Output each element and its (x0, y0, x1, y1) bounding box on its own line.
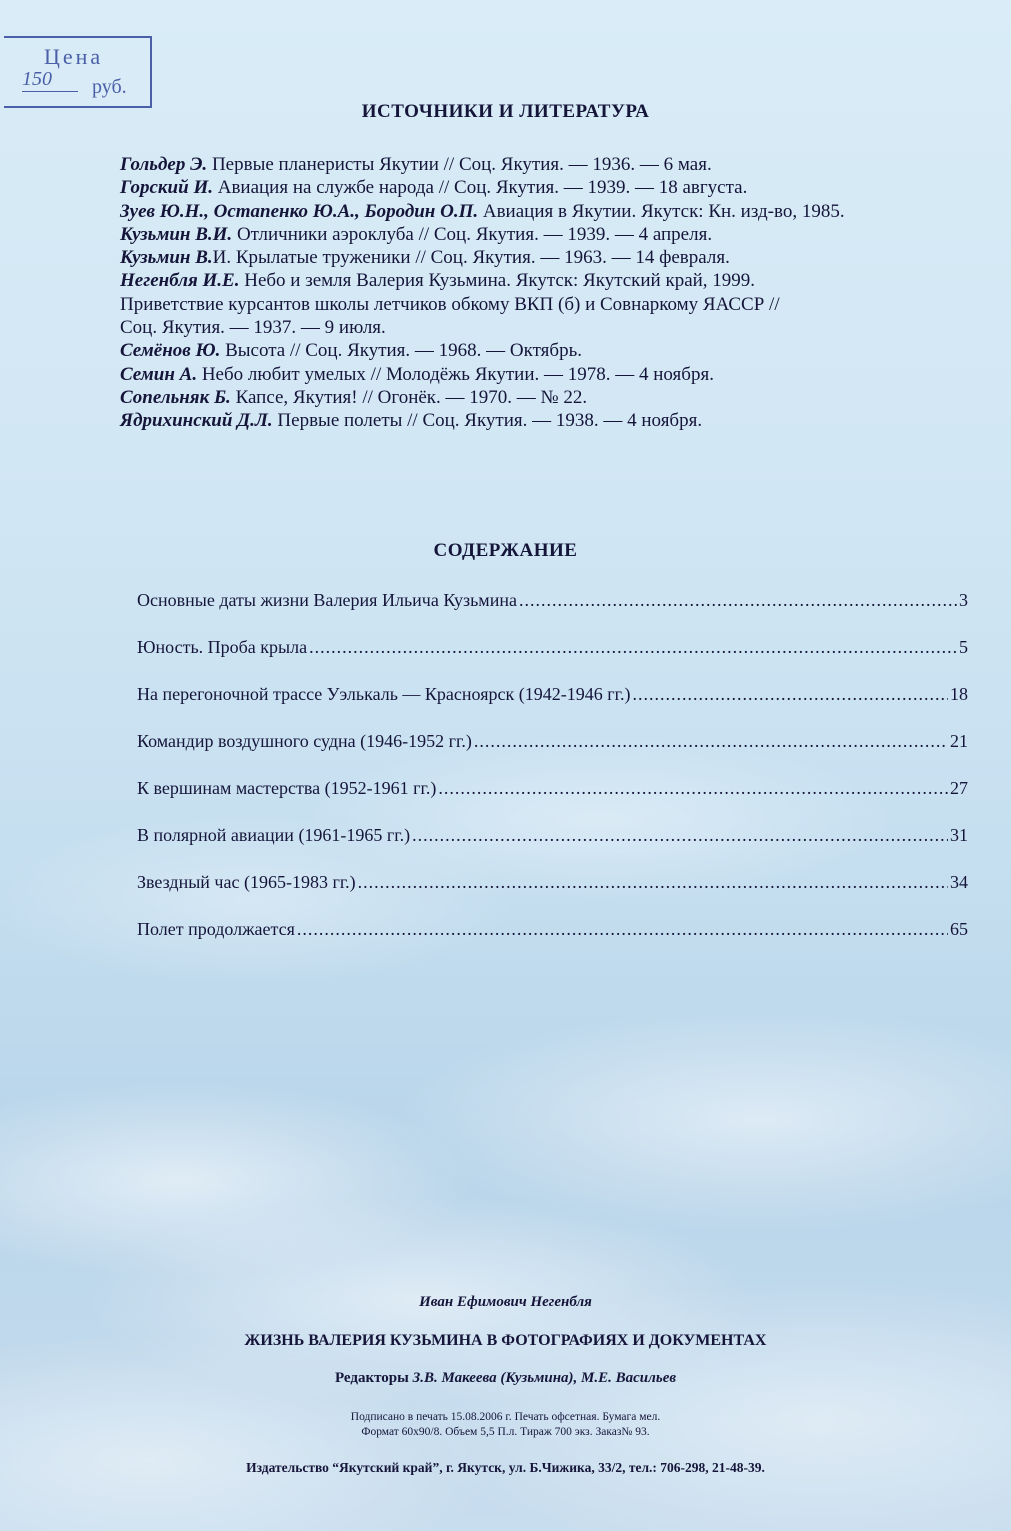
sources-list (120, 153, 1000, 433)
source-entry (120, 409, 1000, 432)
toc-item-title: Звездный час (1965-1983 гг.) (137, 872, 356, 892)
toc-item-title: На перегоночной трассе Уэлькаль — Красноярск (1942-1946 гг.) (137, 684, 631, 704)
toc-item-page: 31 (950, 825, 968, 845)
source-author: Сопельняк Б. (120, 386, 231, 408)
source-text: Высота // Соц. Якутия. — 1968. — Октябрь. (220, 340, 582, 362)
source-author: Семёнов Ю. (120, 340, 221, 362)
source-entry (120, 293, 1000, 316)
price-stamp (4, 36, 152, 108)
source-text: Авиация в Якутии. Якутск: Кн. изд-во, 1985. (478, 200, 845, 222)
source-text: Первые планеристы Якутии // Соц. Якутия. — 1936. — 6 мая. (207, 154, 712, 175)
toc-leader (519, 590, 957, 611)
sources-heading: ИСТОЧНИКИ И ЛИТЕРАТУРА (361, 101, 650, 122)
editors-label: Редакторы (334, 1370, 409, 1386)
toc-item (137, 731, 968, 778)
source-text: Авиация на службе народа // Соц. Якутия. — 1939. — 18 августа. (212, 177, 748, 199)
imprint-book-title: ЖИЗНЬ ВАЛЕРИЯ КУЗЬМИНА В ФОТОГРАФИЯХ И ДОКУМЕНТАХ (244, 1332, 767, 1349)
source-author: Кузьмин В.И. (120, 223, 233, 245)
toc-item (137, 872, 968, 919)
toc-item-page: 27 (950, 778, 968, 798)
toc-item (137, 778, 968, 825)
source-text: Небо любит умелых // Молодёжь Якутии. — 1978. — 4 ноября. (197, 363, 714, 385)
imprint-editors (0, 1370, 1011, 1387)
imprint-author: Иван Ефимович Негенбля (419, 1294, 592, 1310)
source-entry (120, 363, 1000, 386)
toc-item-title: Полет продолжается (137, 919, 295, 939)
source-entry (120, 386, 1000, 409)
stamp-price: 150 (22, 68, 78, 92)
toc-item-title: Командир воздушного судна (1946-1952 гг.) (137, 731, 472, 751)
toc-item (137, 825, 968, 872)
toc-item-page: 3 (959, 590, 968, 610)
toc-item (137, 919, 968, 966)
source-text: Соц. Якутия. — 1937. — 9 июля. (120, 317, 386, 339)
source-entry (120, 339, 1000, 362)
source-entry (120, 153, 1000, 176)
source-entry (120, 223, 1000, 246)
print-info-line: Формат 60x90/8. Объем 5,5 П.л. Тираж 700 экз. Заказ№ 93. (361, 1426, 650, 1438)
stamp-title: Цена (44, 44, 104, 69)
source-author: Гольдер Э. (120, 154, 208, 175)
table-of-contents (137, 590, 968, 966)
source-entry (120, 176, 1000, 199)
print-info-line: Подписано в печать 15.08.2006 г. Печать офсетная. Бумага мел. (350, 1411, 661, 1423)
source-author: Ядрихинский Д.Л. (120, 410, 273, 432)
source-text: Отличники аэроклуба // Соц. Якутия. — 1939. — 4 апреля. (232, 223, 713, 245)
toc-item-title: Юность. Проба крыла (137, 637, 308, 657)
toc-item (137, 684, 968, 731)
source-entry (120, 246, 1000, 269)
toc-item-title: В полярной авиации (1961-1965 гг.) (137, 825, 411, 845)
toc-item (137, 590, 968, 637)
toc-leader (632, 684, 948, 705)
toc-item-page: 21 (950, 731, 968, 751)
source-author: Горский И. (120, 177, 213, 199)
source-text: Приветствие курсантов школы летчиков обкому ВКП (б) и Совнаркому ЯАССР // (120, 293, 780, 315)
source-entry (120, 200, 1000, 223)
source-author: Кузьмин В. (120, 247, 213, 269)
toc-leader (309, 637, 957, 658)
editors-names: З.В. Макеева (Кузьмина), М.Е. Васильев (412, 1370, 677, 1386)
source-author: Семин А. (120, 363, 198, 385)
source-text: Небо и земля Валерия Кузьмина. Якутск: Якутский край, 1999. (239, 270, 756, 292)
toc-item-page: 65 (950, 919, 968, 939)
imprint-publisher: Издательство “Якутский край”, г. Якутск, ул. Б.Чижика, 33/2, тел.: 706-298, 21-48-39. (246, 1460, 765, 1475)
contents-heading: СОДЕРЖАНИЕ (433, 540, 578, 561)
toc-leader (358, 872, 948, 893)
source-entry (120, 316, 1000, 339)
stamp-unit: руб. (92, 76, 127, 98)
toc-leader (474, 731, 948, 752)
toc-item (137, 637, 968, 684)
toc-item-title: К вершинам мастерства (1952-1961 гг.) (137, 778, 437, 798)
source-text: И. Крылатые труженики // Соц. Якутия. — 1963. — 14 февраля. (212, 247, 730, 269)
source-entry (120, 269, 1000, 292)
source-author: Зуев Ю.Н., Остапенко Ю.А., Бородин О.П. (120, 200, 479, 222)
imprint-print-info (0, 1410, 1011, 1440)
toc-item-page: 34 (950, 872, 968, 892)
toc-item-page: 18 (950, 684, 968, 704)
source-author: Негенбля И.Е. (120, 270, 240, 292)
toc-leader (412, 825, 948, 846)
source-text: Первые полеты // Соц. Якутия. — 1938. — 4 ноября. (272, 410, 703, 432)
toc-leader (297, 919, 948, 940)
toc-leader (438, 778, 948, 799)
source-text: Капсе, Якутия! // Огонёк. — 1970. — № 22. (230, 386, 588, 408)
toc-item-title: Основные даты жизни Валерия Ильича Кузьмина (137, 590, 517, 610)
toc-item-page: 5 (959, 637, 968, 657)
